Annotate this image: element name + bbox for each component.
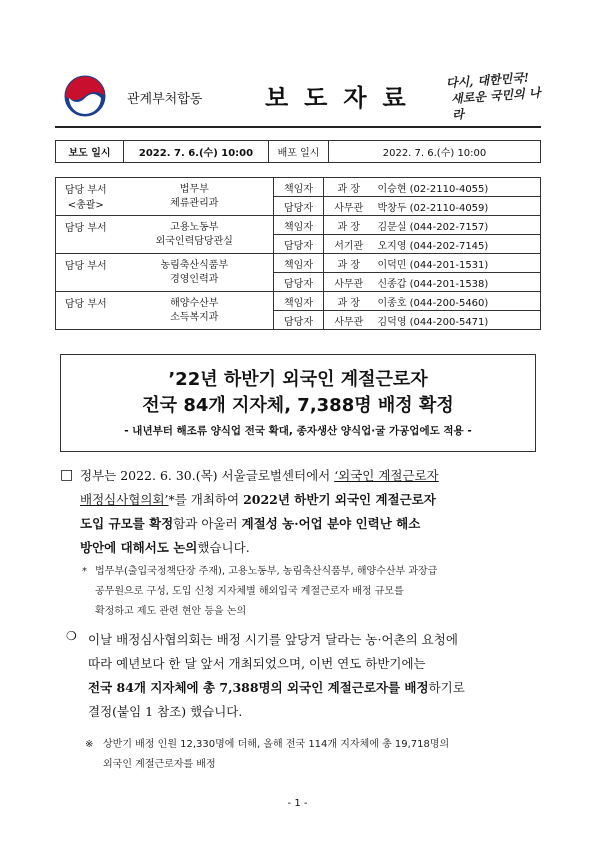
para1-line-2: 배정심사협의회’*를 개최하여 2022년 하반기 외국인 계절근로자 [80, 492, 436, 507]
contact-person: 김덕영 (044-200-5471) [374, 311, 541, 330]
contact-role: 담당자 [274, 235, 324, 254]
headline-subtitle: - 내년부터 해조류 양식업 전국 확대, 종자생산 양식업·굴 가공업에도 적용 - [124, 425, 472, 437]
para1-line-3: 도입 규모를 확정함과 아울러 계절성 농·어업 분야 인력난 해소 [80, 516, 421, 531]
contact-person: 오지영 (044-202-7145) [374, 235, 541, 254]
contact-role: 담당자 [274, 311, 324, 330]
contact-title: 사무관 [324, 311, 374, 330]
circle-bullet-icon: ❍ [66, 629, 77, 643]
dept-name: 법무부 체류관리과 [116, 178, 274, 216]
footnote-1-line: 확정하고 제도 관련 현안 등을 논의 [95, 606, 247, 617]
asterisk-icon: * [82, 566, 87, 577]
contact-role: 책임자 [274, 292, 324, 311]
date-table [55, 140, 541, 163]
report-date-label: 보도 일시 [56, 141, 124, 163]
contact-role: 담당자 [274, 197, 324, 216]
footnote-2 [103, 735, 543, 775]
contact-role: 책임자 [274, 178, 324, 197]
headline-line-1: ’22년 하반기 외국인 계절근로자 [168, 369, 428, 390]
org-name: 관계부처합동 [127, 92, 203, 107]
footnote-1-line: 법무부(출입국정책단장 주재), 고용노동부, 농림축산식품부, 해양수산부 과장급 [95, 566, 438, 577]
dept-row [56, 292, 541, 311]
contact-person: 이덕민 (044-201-1531) [374, 254, 541, 273]
square-bullet-icon: □ [60, 467, 74, 483]
dept-row [56, 178, 541, 197]
government-emblem-icon [63, 74, 107, 118]
para2-line-4: 결정(붙임 1 참조) 했습니다. [88, 704, 243, 719]
para2-line-1: 이날 배정심사협의회는 배정 시기를 앞당겨 달라는 농·어촌의 요청에 [88, 632, 458, 647]
reference-mark-icon: ※ [85, 739, 94, 750]
contact-title: 사무관 [324, 197, 374, 216]
para2-line-3: 전국 84개 지자체에 총 7,388명의 외국인 계절근로자를 배정하기로 [88, 680, 465, 695]
dist-date-label: 배포 일시 [269, 141, 329, 163]
contact-title: 과 장 [324, 254, 374, 273]
contact-person: 김문실 (044-202-7157) [374, 216, 541, 235]
dept-label: 담당 부서 [56, 254, 116, 292]
paragraph-1 [80, 464, 540, 560]
contact-person: 신종갑 (044-201-1538) [374, 273, 541, 292]
contact-title: 과 장 [324, 292, 374, 311]
dept-name: 해양수산부 소득복지과 [116, 292, 274, 330]
dist-date-value: 2022. 7. 6.(수) 10:00 [329, 141, 541, 163]
contact-title: 과 장 [324, 178, 374, 197]
footnote-2-line: 외국인 계절근로자를 배정 [103, 759, 216, 770]
para2-line-2: 따라 예년보다 한 달 앞서 개최되었으며, 이번 연도 하반기에는 [88, 656, 426, 671]
footnote-1 [95, 562, 540, 622]
department-table [55, 177, 541, 330]
headline-box [60, 354, 536, 452]
report-date-value: 2022. 7. 6.(수) 10:00 [124, 141, 269, 163]
contact-title: 과 장 [324, 216, 374, 235]
para1-line-1: 정부는 2022. 6. 30.(목) 서울글로벌센터에서 ‘외국인 계절근로자 [80, 468, 439, 483]
slogan [445, 69, 542, 123]
contact-role: 책임자 [274, 216, 324, 235]
paragraph-2 [88, 628, 540, 724]
dept-name: 고용노동부 외국인력담당관실 [116, 216, 274, 254]
contact-role: 책임자 [274, 254, 324, 273]
slogan-line-1: 다시, 대한민국! [445, 70, 530, 91]
contact-role: 담당자 [274, 273, 324, 292]
document-title: 보도자료 [265, 84, 422, 112]
dept-row [56, 254, 541, 273]
contact-person: 박창두 (02-2110-4059) [374, 197, 541, 216]
dept-label: 담당 부서 <총괄> [56, 178, 116, 216]
contact-person: 이종호 (044-200-5460) [374, 292, 541, 311]
contact-title: 서기관 [324, 235, 374, 254]
press-header [55, 66, 541, 126]
dept-label: 담당 부서 [56, 216, 116, 254]
page-number: - 1 - [287, 798, 308, 809]
slogan-line-2: 새로운 국민의 나라 [450, 85, 541, 122]
footnote-1-line: 공무원으로 구성, 도입 신청 지자체별 해외입국 계절근로자 배정 규모를 [95, 586, 404, 597]
contact-person: 이승현 (02-2110-4055) [374, 178, 541, 197]
footnote-2-line: 상반기 배정 인원 12,330명에 더해, 올해 전국 114개 지자체에 총 19,718명의 [103, 739, 450, 750]
para1-line-4: 방안에 대해서도 논의했습니다. [80, 540, 250, 555]
dept-row [56, 216, 541, 235]
header-divider [55, 126, 541, 128]
dept-name: 농림축산식품부 경영인력과 [116, 254, 274, 292]
headline-line-2: 전국 84개 지자체, 7,388명 배정 확정 [142, 395, 454, 416]
contact-title: 사무관 [324, 273, 374, 292]
dept-label: 담당 부서 [56, 292, 116, 330]
